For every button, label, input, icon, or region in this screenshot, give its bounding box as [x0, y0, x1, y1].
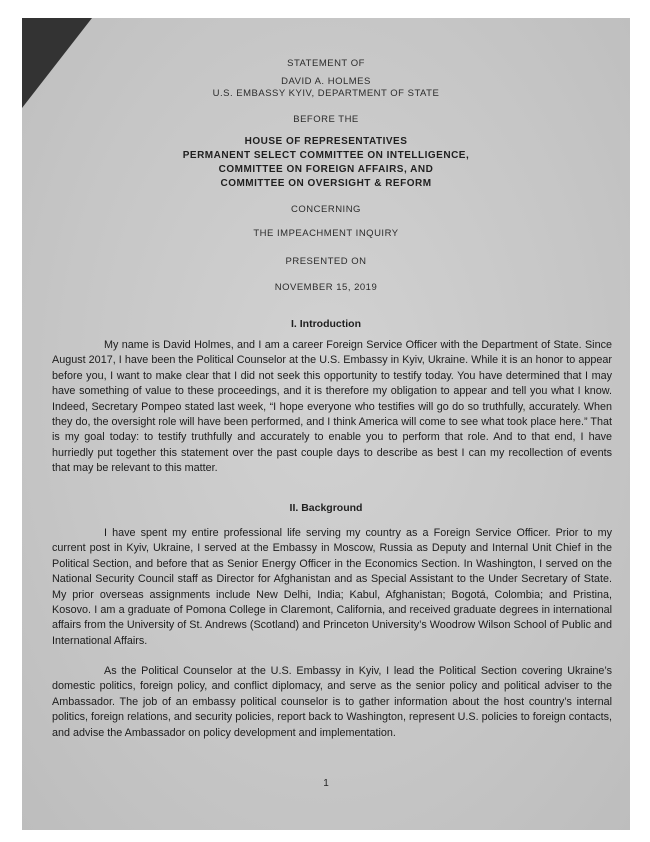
witness-affiliation: U.S. EMBASSY KYIV, DEPARTMENT OF STATE — [212, 88, 440, 99]
section-heading-introduction: I. Introduction — [291, 318, 361, 330]
background-paragraph: I have spent my entire professional life serving my country as a Foreign Service Officer. Prior to my current post in Kyiv, Ukraine, I served at the Embassy in Moscow, Russia as Deputy and Internal Unit Chief in the Political Section, and before that as Senior Energy Officer in the Economics Section. In Washington, I served on the National Security Council staff as Director for Afghanistan and as Special Assistant to the Under Secretary of State. My prior overseas assignments include New Delhi, India; Kabul, Afghanistan; Bogotá, Colombia; and Pristina, Kosovo. I am a graduate of Pomona College in Claremont, California, and received graduate degrees in international affairs from the University of St. Andrews (Scotland) and Princeton University’s Woodrow Wilson School of Public and International Affairs. — [52, 527, 612, 647]
concerning-label: CONCERNING — [291, 204, 361, 215]
presented-on-label: PRESENTED ON — [285, 256, 367, 267]
before-the-label: BEFORE THE — [293, 114, 359, 125]
document-page — [22, 18, 630, 830]
hearing-topic: THE IMPEACHMENT INQUIRY — [253, 228, 399, 239]
background-paragraph: As the Political Counselor at the U.S. Embassy in Kyiv, I lead the Political Section covering Ukraine’s domestic politics, foreign policy, and conflict diplomacy, and serve as the senior policy and political adviser to the Ambassador. The job of an embassy political counselor is to gather information about the host country’s internal politics, foreign relations, and security policies, report back to Washington, represent U.S. policies to foreign contacts, and advise the Ambassador on policy development and implementation. — [52, 665, 612, 739]
section-heading-background: II. Background — [289, 502, 363, 514]
page-number: 1 — [323, 778, 329, 789]
hearing-date: NOVEMBER 15, 2019 — [274, 282, 378, 293]
witness-name: DAVID A. HOLMES — [281, 76, 371, 87]
committee-line: HOUSE OF REPRESENTATIVES — [244, 136, 408, 147]
committee-line: COMMITTEE ON OVERSIGHT & REFORM — [220, 178, 432, 189]
statement-of-label: STATEMENT OF — [287, 58, 365, 69]
introduction-paragraph: My name is David Holmes, and I am a career Foreign Service Officer with the Department of State. Since August 2017, I have been the Political Counselor at the U.S. Embassy in Kyiv, Ukraine. While it is an honor to appear before you, I want to make clear that I did not seek this opportunity to testify today. You have determined that I may have something of value to these proceedings, and it is therefore my obligation to appear and tell you what I know. Indeed, Secretary Pompeo stated last week, “I hope everyone who testifies will go do so truthfully, accurately. When they do, the oversight role will have been performed, and I think America will come to see what took place here.” That is my goal today: to testify truthfully and accurately to enable you to perform that role. And to that end, I have hurriedly put together this statement over the past couple days to describe as best I can my recollection of events that may be relevant to this matter. — [52, 339, 612, 475]
committee-line: COMMITTEE ON FOREIGN AFFAIRS, AND — [218, 164, 434, 175]
committee-line: PERMANENT SELECT COMMITTEE ON INTELLIGENCE, — [182, 150, 470, 161]
